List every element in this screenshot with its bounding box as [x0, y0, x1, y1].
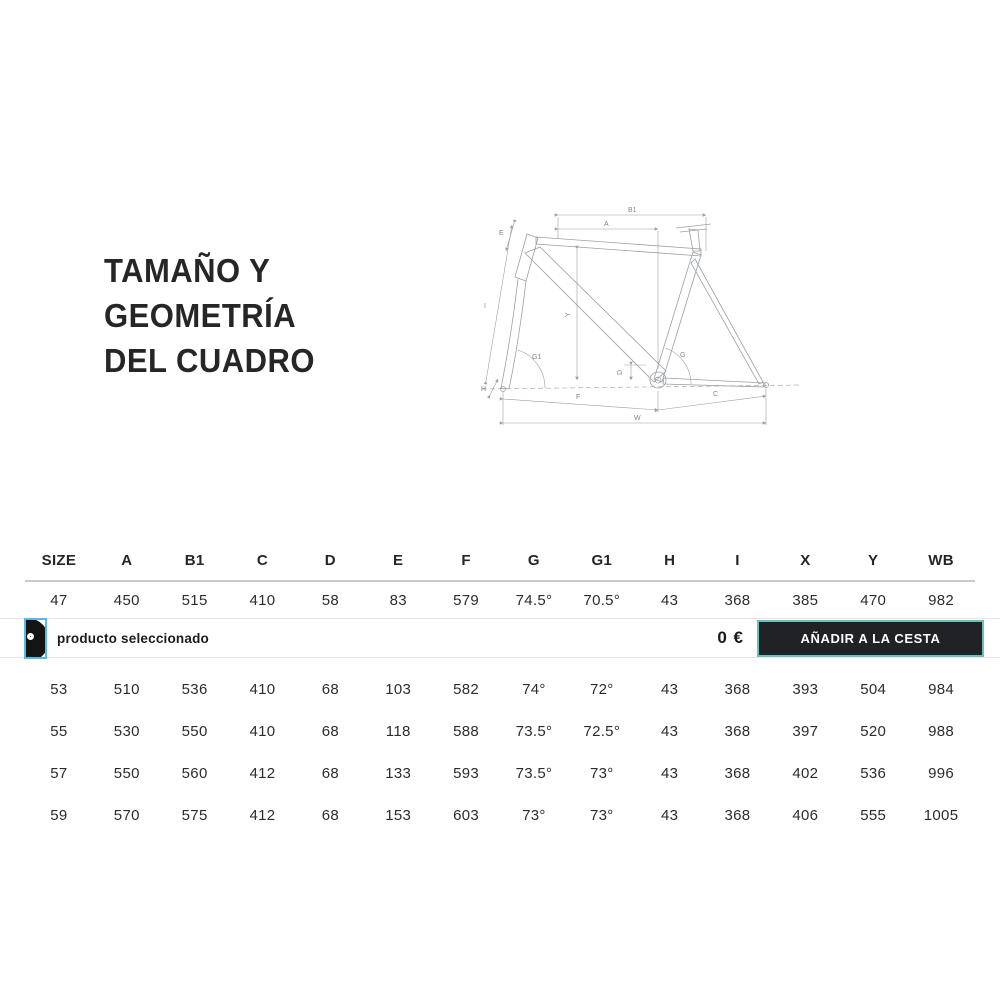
table-row-size-59 [25, 794, 975, 836]
title-line-1: TAMAÑO Y [104, 252, 271, 289]
table-cell: 406 [792, 806, 819, 824]
table-cell: 43 [660, 806, 679, 824]
section-title [104, 248, 315, 383]
table-cell: 515 [181, 591, 208, 609]
selected-product-label: producto seleccionado [57, 630, 209, 646]
dim-label-b1: B1 [628, 207, 637, 214]
table-cell: 73.5° [515, 764, 553, 782]
table-cell: 72° [589, 680, 614, 698]
table-cell: 504 [860, 680, 887, 698]
dim-label-i: I [484, 303, 486, 310]
table-cell: 59 [50, 806, 68, 824]
table-cell: 368 [724, 680, 751, 698]
table-cell: 83 [389, 591, 407, 609]
price: 0 € [717, 628, 744, 647]
table-cell: 74.5° [515, 591, 553, 609]
table-cell: 118 [385, 722, 411, 740]
table-cell: 53 [50, 680, 68, 698]
table-row-size-55 [25, 710, 975, 752]
table-cell: 984 [928, 680, 955, 698]
column-header-wb: WB [928, 551, 954, 569]
table-cell: 73° [589, 764, 614, 782]
table-row-size-53 [25, 668, 975, 710]
table-cell: 397 [792, 722, 819, 740]
table-cell: 47 [50, 591, 68, 609]
table-cell: 43 [660, 722, 679, 740]
table-cell: 368 [724, 806, 751, 824]
column-header-x: X [800, 551, 811, 569]
table-cell: 550 [113, 764, 140, 782]
column-header-e: E [393, 551, 404, 569]
table-cell: 450 [113, 591, 140, 609]
column-header-b1: B1 [184, 551, 205, 569]
geometry-table [0, 540, 1000, 836]
table-cell: 582 [453, 680, 480, 698]
table-cell: 68 [321, 806, 339, 824]
table-cell: 58 [321, 591, 339, 609]
column-header-size: SIZE [41, 551, 77, 569]
table-cell: 68 [321, 680, 339, 698]
table-cell: 103 [385, 680, 412, 698]
table-cell: 579 [453, 591, 480, 609]
table-cell: 575 [181, 806, 208, 824]
table-body-bottom [25, 658, 975, 836]
table-cell: 550 [181, 722, 208, 740]
column-header-i: I [735, 551, 740, 569]
table-cell: 996 [928, 764, 955, 782]
table-cell: 43 [660, 680, 679, 698]
table-cell: 70.5° [583, 591, 621, 609]
selected-product-row [0, 618, 1000, 658]
table-cell: 412 [249, 806, 276, 824]
logo-ring [27, 633, 34, 640]
table-cell: 412 [249, 764, 276, 782]
dim-label-a: A [604, 221, 609, 228]
table-cell: 510 [113, 680, 140, 698]
table-cell: 410 [249, 680, 276, 698]
table-cell: 68 [321, 764, 339, 782]
column-header-c: C [256, 551, 269, 569]
column-header-a: A [121, 551, 133, 569]
table-cell: 536 [181, 680, 208, 698]
table-cell: 73.5° [515, 722, 553, 740]
table-cell: 73° [589, 806, 614, 824]
table-row-size-47 [25, 582, 975, 618]
frame-geometry-diagram [470, 193, 810, 433]
table-cell: 133 [385, 764, 412, 782]
table-cell: 470 [860, 591, 887, 609]
table-cell: 555 [860, 806, 887, 824]
table-cell: 153 [385, 806, 412, 824]
table-cell: 402 [792, 764, 819, 782]
column-header-y: Y [868, 551, 879, 569]
title-line-3: DEL CUADRO [104, 342, 315, 379]
table-body-top [25, 582, 975, 618]
column-header-f: F [461, 551, 471, 569]
table-cell: 410 [249, 722, 276, 740]
add-to-cart-button[interactable]: AÑADIR A LA CESTA [757, 620, 984, 657]
table-cell: 530 [113, 722, 140, 740]
table-cell: 68 [321, 722, 339, 740]
dim-label-h: H [481, 386, 487, 393]
column-header-d: D [324, 551, 336, 569]
table-cell: 385 [792, 591, 819, 609]
table-cell: 593 [453, 764, 480, 782]
table-cell: 73° [522, 806, 546, 824]
column-header-g1: G1 [591, 551, 613, 569]
table-cell: 603 [453, 806, 480, 824]
table-cell: 55 [50, 722, 68, 740]
table-cell: 72.5° [583, 722, 621, 740]
table-cell: 43 [660, 591, 679, 609]
column-header-g: G [527, 551, 540, 569]
dim-label-d: D [617, 369, 624, 375]
brand-logo-icon [24, 618, 47, 659]
dim-label-f: F [576, 394, 581, 401]
table-cell: 393 [792, 680, 819, 698]
table-cell: 368 [724, 722, 751, 740]
table-cell: 588 [453, 722, 480, 740]
table-cell: 560 [181, 764, 208, 782]
table-cell: 410 [249, 591, 276, 609]
table-row-size-57 [25, 752, 975, 794]
table-cell: 43 [660, 764, 679, 782]
table-cell: 57 [50, 764, 68, 782]
table-cell: 520 [860, 722, 887, 740]
table-cell: 988 [928, 722, 955, 740]
table-cell: 570 [113, 806, 140, 824]
dim-label-y: Y [565, 312, 572, 317]
dim-label-g1: G1 [532, 354, 542, 361]
table-cell: 1005 [923, 806, 959, 824]
dim-label-wb: W [634, 415, 641, 422]
table-cell: 368 [724, 591, 751, 609]
dim-label-c: C [713, 391, 719, 398]
dim-label-g: G [680, 352, 686, 359]
table-cell: 982 [928, 591, 955, 609]
column-header-h: H [664, 551, 676, 569]
table-cell: 536 [860, 764, 887, 782]
table-cell: 74° [522, 680, 546, 698]
table-cell: 368 [724, 764, 751, 782]
table-header [25, 540, 975, 582]
dim-label-e: E [499, 230, 504, 237]
title-line-2: GEOMETRÍA [104, 297, 297, 334]
